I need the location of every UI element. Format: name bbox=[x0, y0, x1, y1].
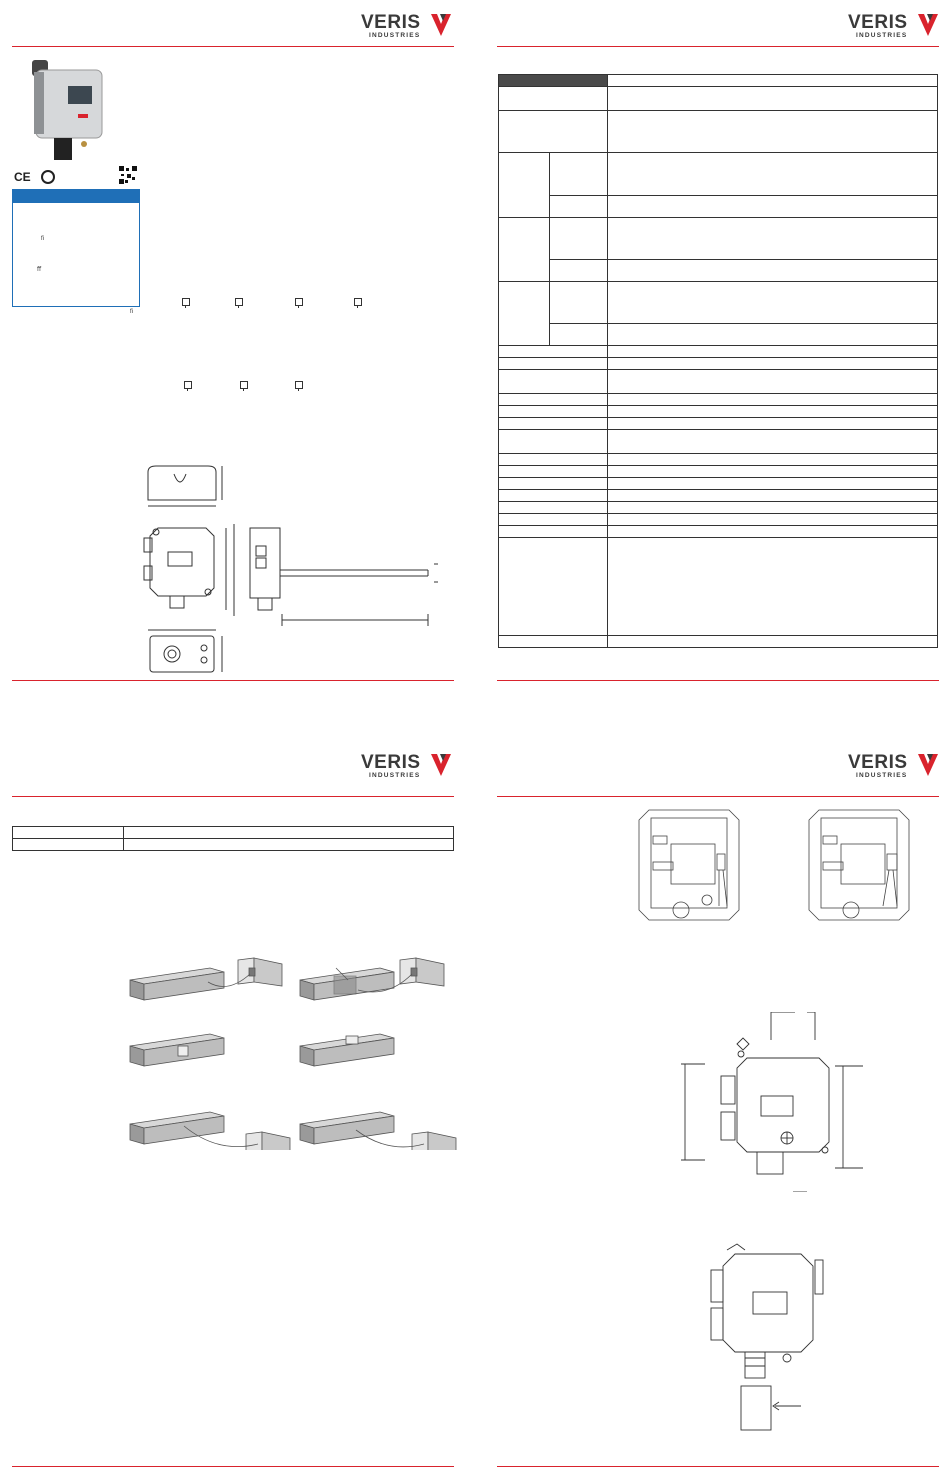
logo-v-icon bbox=[916, 12, 940, 38]
veris-logo bbox=[848, 752, 940, 782]
option-checkbox-2[interactable] bbox=[235, 298, 243, 306]
logo-subtitle: INDUSTRIES bbox=[856, 32, 908, 39]
feature-box bbox=[12, 189, 140, 307]
mounting-dimension-drawing bbox=[675, 1012, 875, 1192]
tube-attachment-drawing bbox=[705, 1240, 835, 1440]
header-rule bbox=[497, 796, 939, 797]
page-1 bbox=[0, 0, 475, 740]
option-checkbox-4[interactable] bbox=[354, 298, 362, 306]
logo-v-icon bbox=[429, 752, 453, 778]
header-rule bbox=[12, 796, 454, 797]
veris-logo bbox=[848, 12, 940, 42]
logo-subtitle: INDUSTRIES bbox=[856, 772, 908, 779]
option-checkbox-6[interactable] bbox=[240, 381, 248, 389]
glyph-fi-footnote: ﬁ bbox=[130, 309, 133, 315]
logo-wordmark: VERIS bbox=[361, 752, 421, 773]
ce-mark: CE bbox=[14, 170, 31, 184]
option-checkbox-5[interactable] bbox=[184, 381, 192, 389]
feature-box-header bbox=[13, 190, 139, 203]
header-rule bbox=[12, 46, 454, 47]
option-checkbox-7[interactable] bbox=[295, 381, 303, 389]
footer-rule bbox=[497, 1466, 939, 1467]
logo-subtitle: INDUSTRIES bbox=[369, 772, 421, 779]
accessories-table bbox=[12, 826, 454, 851]
qr-code-icon bbox=[118, 165, 138, 185]
duct-mounting-diagrams bbox=[128, 954, 458, 1150]
page-4 bbox=[475, 740, 950, 1480]
certification-marks bbox=[14, 168, 74, 184]
logo-v-icon bbox=[429, 12, 453, 38]
header-rule bbox=[497, 46, 939, 47]
ul-mark-icon bbox=[41, 170, 55, 184]
glyph-fi: ﬁ bbox=[41, 236, 44, 242]
logo-wordmark: VERIS bbox=[848, 12, 908, 33]
footer-rule bbox=[12, 680, 454, 681]
logo-wordmark: VERIS bbox=[361, 12, 421, 33]
veris-logo bbox=[361, 752, 453, 782]
veris-logo bbox=[361, 12, 453, 42]
option-checkbox-3[interactable] bbox=[295, 298, 303, 306]
page-3 bbox=[0, 740, 475, 1480]
glyph-ff: ﬀ bbox=[37, 267, 42, 273]
wiring-board-diagrams bbox=[635, 806, 925, 926]
specifications-table bbox=[498, 74, 938, 648]
logo-subtitle: INDUSTRIES bbox=[369, 32, 421, 39]
option-checkbox-1[interactable] bbox=[182, 298, 190, 306]
dimension-drawing bbox=[138, 460, 448, 676]
footer-rule bbox=[12, 1466, 454, 1467]
page-2 bbox=[475, 0, 950, 740]
footer-rule bbox=[497, 680, 939, 681]
product-photo bbox=[22, 56, 112, 166]
logo-wordmark: VERIS bbox=[848, 752, 908, 773]
logo-v-icon bbox=[916, 752, 940, 778]
